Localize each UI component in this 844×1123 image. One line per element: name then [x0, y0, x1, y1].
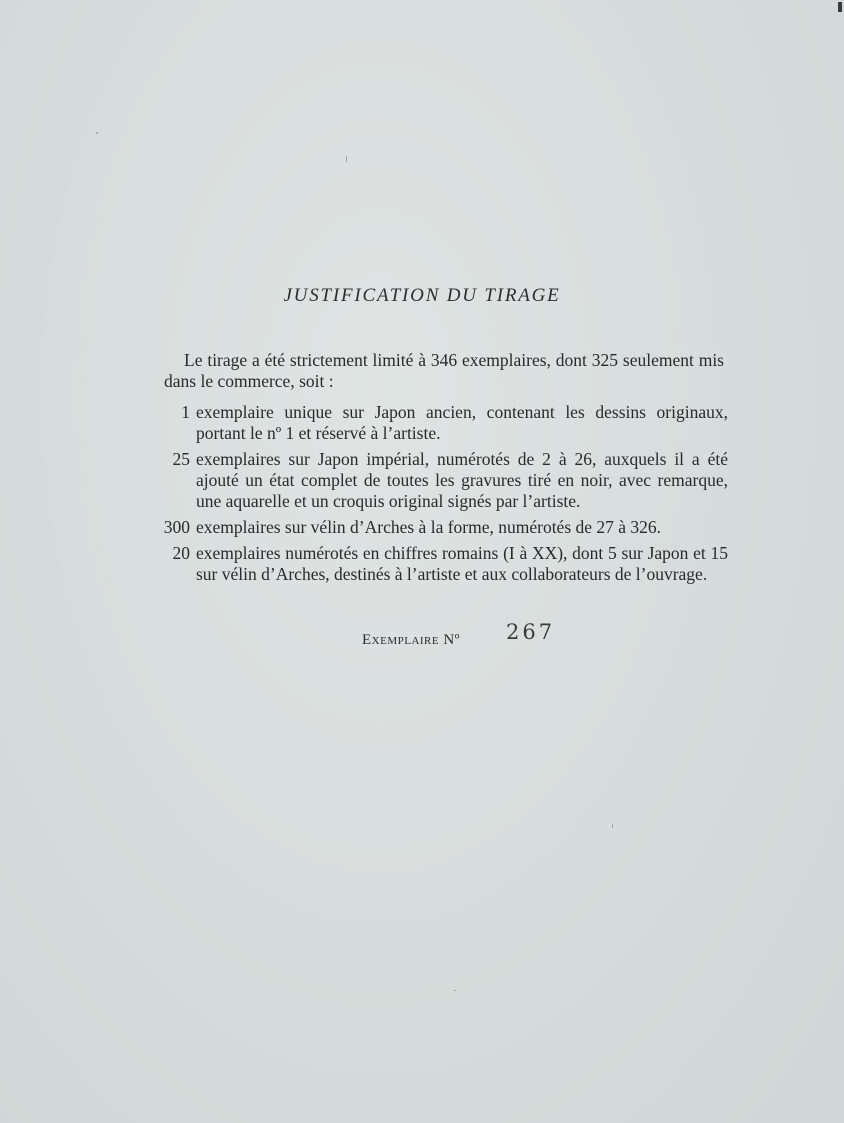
edition-entry	[158, 402, 728, 444]
paper-speck	[96, 132, 98, 134]
entry-description: exemplaires numérotés en chiffres romains (I à XX), dont 5 sur Japon et 15 sur vélin d’Arches, destinés à l’artiste et aux collaborateurs de l’ouvrage.	[196, 543, 728, 584]
entry-description: exemplaires sur vélin d’Arches à la forme, numérotés de 27 à 326.	[196, 517, 662, 537]
edge-mark	[838, 2, 842, 12]
entry-count: 1	[181, 402, 190, 422]
entry-count: 300	[163, 517, 190, 537]
edition-list	[158, 402, 728, 590]
edition-entry	[158, 543, 728, 585]
edition-entry	[158, 449, 728, 512]
entry-description: exemplaires sur Japon impérial, numérotés de 2 à 26, auxquels il a été ajouté un état complet de toutes les gravures tiré en noir, avec remarque, une aquarelle et un croquis original signés par l’artiste.	[196, 449, 728, 511]
intro-paragraph: Le tirage a été strictement limité à 346 exemplaires, dont 325 seulement mis dans le commerce, soit :	[164, 350, 724, 391]
paper-speck	[454, 990, 456, 991]
entry-count: 25	[172, 449, 190, 469]
paper-speck	[612, 824, 613, 828]
copy-number-line	[362, 620, 582, 660]
entry-count: 20	[172, 543, 190, 563]
page-title: JUSTIFICATION DU TIRAGE	[283, 285, 561, 306]
entry-description: exemplaire unique sur Japon ancien, contenant les dessins originaux, portant le nº 1 et réservé à l’artiste.	[196, 402, 728, 443]
copy-label: Exemplaire Nº	[362, 632, 460, 648]
edition-entry	[158, 517, 728, 538]
paper-speck	[346, 156, 347, 162]
copy-number: 267	[506, 620, 556, 644]
